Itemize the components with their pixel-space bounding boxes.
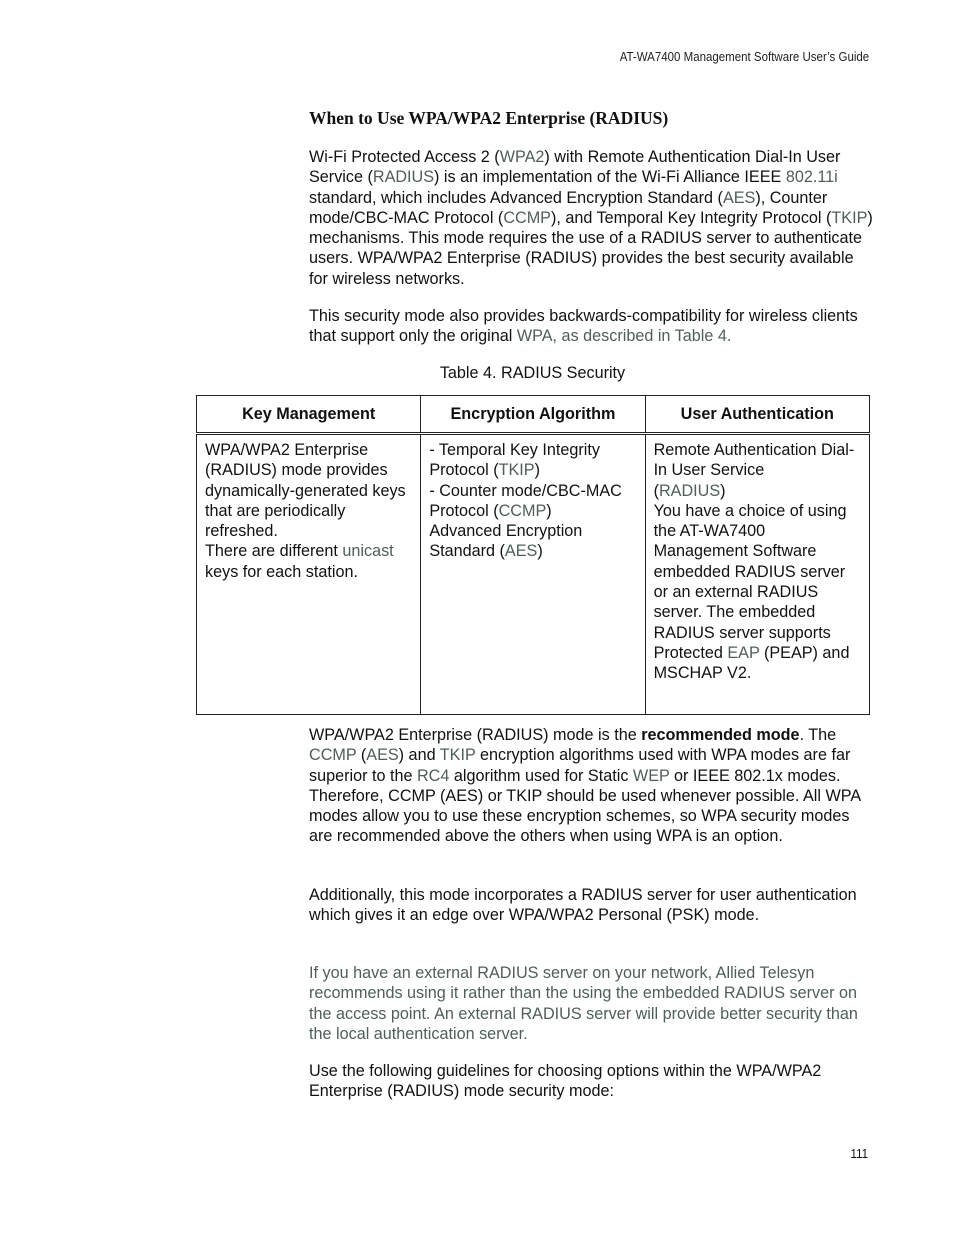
paragraph-guidelines: Use the following guidelines for choosing options within the WPA/WPA2 Enterprise (RADIUS) mode security mode: bbox=[309, 1062, 822, 1101]
text: Remote Authentication Dial-In User Service bbox=[653, 441, 855, 480]
link-wpa2[interactable]: WPA2 bbox=[499, 148, 545, 166]
link-aes[interactable]: AES bbox=[722, 188, 756, 207]
text: ) is an implementation of the Wi-Fi Alliance IEEE bbox=[434, 168, 786, 187]
section-title: When to Use WPA/WPA2 Enterprise (RADIUS) bbox=[309, 108, 669, 128]
text: keys for each station. bbox=[205, 562, 358, 581]
column-header-user-authentication: User Authentication bbox=[645, 396, 869, 434]
bold-text: recommended mode bbox=[641, 726, 800, 744]
text: ) mechanisms. This mode requires the use of a RADIUS server to authenticate users. WPA/WPA2 Enterprise (RADIUS) provides the best security available for wireless networks. bbox=[309, 208, 873, 288]
text: Wi-Fi Protected Access 2 ( bbox=[309, 148, 500, 166]
link-wep[interactable]: WEP bbox=[632, 766, 670, 785]
link-rc4[interactable]: RC4 bbox=[416, 766, 450, 785]
link-tkip[interactable]: TKIP bbox=[831, 208, 868, 227]
text: ) bbox=[546, 501, 552, 520]
text: or IEEE 802.1x modes. Therefore, CCMP (AES) or TKIP should be used whenever possible. All WPA modes allow you to use these encryption schemes, so WPA security modes are recommended above the others when using WPA is an option. bbox=[309, 766, 861, 846]
link-ccmp[interactable]: CCMP bbox=[309, 746, 357, 765]
text: This security mode also provides backwards-compatibility for wireless clients that support only the original bbox=[309, 307, 858, 346]
text: . The bbox=[799, 726, 837, 744]
paragraph-radius-edge: Additionally, this mode incorporates a RADIUS server for user authentication which gives it an edge over WPA/WPA2 Personal (PSK) mode. bbox=[309, 886, 857, 925]
link-wpa-table4[interactable]: WPA, as described in Table 4. bbox=[516, 327, 732, 346]
text: Advanced Encryption Standard ( bbox=[429, 522, 583, 561]
text: WPA/WPA2 Enterprise (RADIUS) mode is the bbox=[309, 726, 642, 744]
cell-user-authentication bbox=[645, 434, 869, 715]
column-header-key-management: Key Management bbox=[197, 396, 421, 434]
text: ), and Temporal Key Integrity Protocol ( bbox=[550, 208, 832, 227]
text: (PEAP) and MSCHAP V2. bbox=[653, 643, 850, 683]
text: ( bbox=[653, 481, 659, 500]
cell-key-management bbox=[197, 434, 421, 715]
link-ccmp[interactable]: CCMP bbox=[498, 501, 547, 520]
link-tkip[interactable]: TKIP bbox=[498, 461, 535, 480]
text: - Temporal Key Integrity Protocol ( bbox=[429, 441, 600, 480]
link-ccmp[interactable]: CCMP bbox=[503, 208, 551, 227]
table-row bbox=[197, 434, 870, 715]
paragraph-wpa2-intro bbox=[309, 147, 874, 289]
text: You have a choice of using the AT-WA7400 Management Software embedded RADIUS server or an external RADIUS server. The embedded RADIUS server supports Protected bbox=[653, 501, 847, 662]
text: ) bbox=[720, 481, 726, 500]
table-header-row bbox=[197, 396, 870, 434]
text: ), Counter mode/CBC-MAC Protocol ( bbox=[309, 188, 828, 227]
text: - Counter mode/CBC-MAC Protocol ( bbox=[429, 481, 622, 520]
link-aes[interactable]: AES bbox=[504, 542, 538, 561]
table-caption: Table 4. RADIUS Security bbox=[439, 364, 626, 382]
link-tkip[interactable]: TKIP bbox=[439, 746, 476, 765]
text: algorithm used for Static bbox=[449, 766, 633, 785]
link-eap[interactable]: EAP bbox=[727, 643, 760, 662]
link-radius[interactable]: RADIUS bbox=[658, 481, 721, 500]
paragraph-external-radius-note: If you have an external RADIUS server on your network, Allied Telesyn recommends using it rather than the using the embedded RADIUS server on the access point. An external RADIUS server will provide better security than the local authentication server. bbox=[309, 964, 858, 1043]
text: WPA/WPA2 Enterprise (RADIUS) mode provides dynamically-generated keys that are periodically refreshed. bbox=[205, 441, 406, 541]
link-radius[interactable]: RADIUS bbox=[372, 168, 435, 187]
text: standard, which includes Advanced Encryption Standard ( bbox=[309, 188, 723, 207]
text: There are different bbox=[205, 542, 343, 561]
paragraph-recommended-mode bbox=[309, 725, 874, 847]
link-aes[interactable]: AES bbox=[366, 746, 399, 765]
radius-security-table bbox=[196, 395, 870, 715]
link-unicast[interactable]: unicast bbox=[342, 542, 394, 561]
cell-encryption-algorithm bbox=[421, 434, 645, 715]
text: ) bbox=[534, 461, 540, 480]
link-80211i[interactable]: 802.11i bbox=[785, 168, 838, 187]
text: ) bbox=[537, 542, 543, 561]
running-header: AT-WA7400 Management Software User’s Guide bbox=[619, 50, 869, 64]
page-number: 111 bbox=[850, 1147, 868, 1161]
text: ) and bbox=[398, 746, 440, 765]
paragraph-backwards-compat bbox=[309, 306, 874, 347]
text: ( bbox=[356, 746, 367, 765]
text: ) with Remote Authentication Dial-In User Service ( bbox=[309, 148, 841, 187]
text: encryption algorithms used with WPA modes are far superior to the bbox=[309, 746, 851, 785]
column-header-encryption-algorithm: Encryption Algorithm bbox=[421, 396, 645, 434]
